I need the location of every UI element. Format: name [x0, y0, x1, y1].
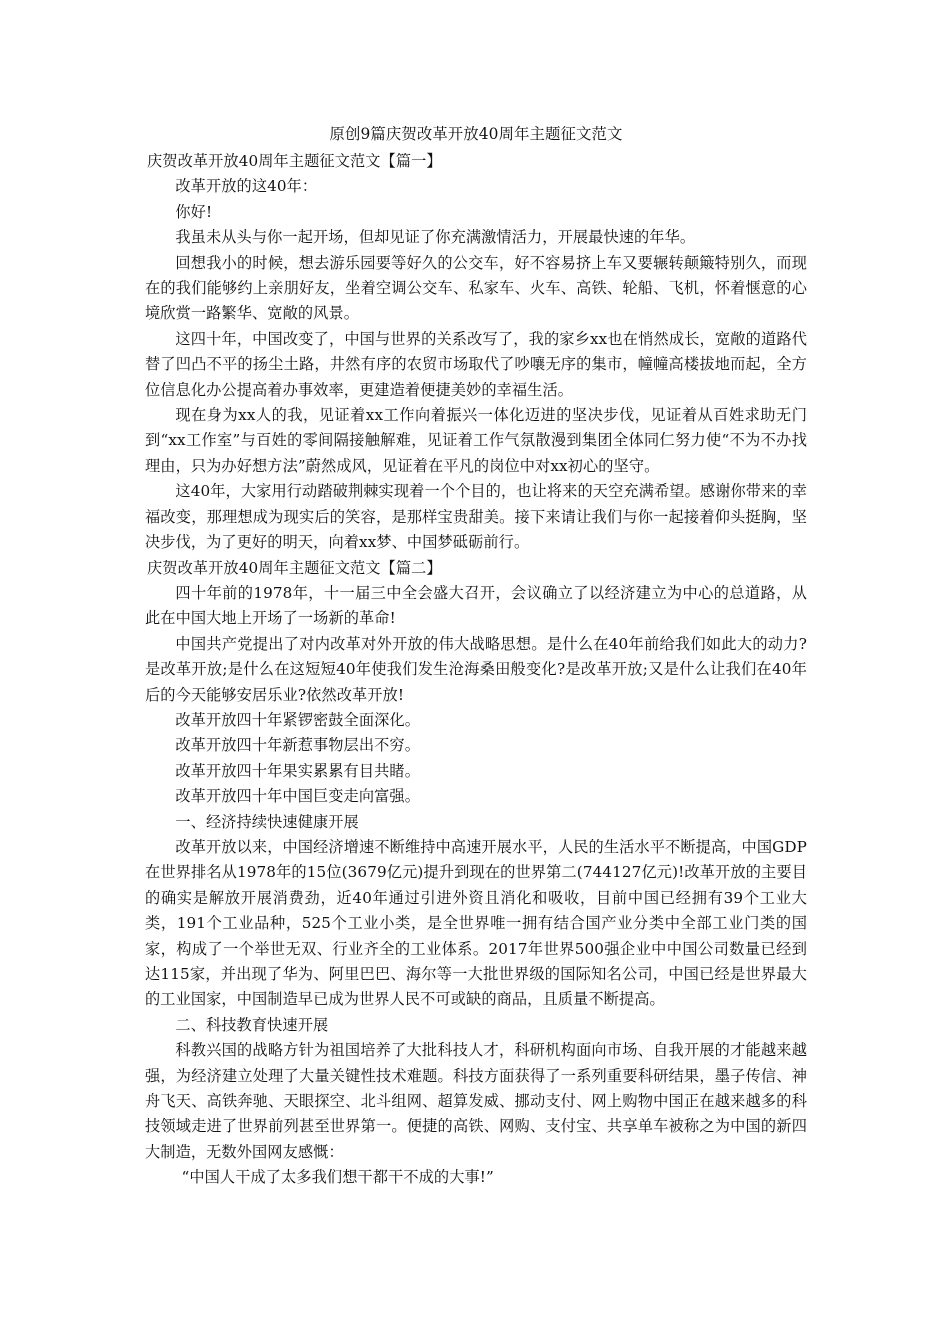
paragraph: 科教兴国的战略方针为祖国培养了大批科技人才，科研机构面向市场、自我开展的才能越来越强，为经济建立处理了大量关键性技术难题。科技方面获得了一系列重要科研结果，墨子传信、神舟飞天、高铁奔驰、天眼探空、北斗组网、超算发威、挪动支付、网上购物中国正在越来越多的科技领域走进了世界前列甚至世界第一。便捷的高铁、网购、支付宝、共享单车被称之为中国的新四大制造，无数外国网友感慨： [145, 1041, 807, 1161]
subheading: 一、经济持续快速健康开展 [175, 812, 359, 831]
paragraph: 我虽未从头与你一起开场，但却见证了你充满激情活力，开展最快速的年华。 [175, 228, 696, 247]
paragraph: 中国共产党提出了对内改革对外开放的伟大战略思想。是什么在40年前给我们如此大的动力?是改革开放;是什么在这短短40年使我们发生沧海桑田般变化?是改革开放;又是什么让我们在40年后的今天能够安居乐业?依然改革开放! [145, 634, 807, 704]
paragraph: 改革开放以来，中国经济增速不断维持中高速开展水平，人民的生活水平不断提高，中国GDP在世界排名从1978年的15位(3679亿元)提升到现在的世界第二(744127亿元)!改革开放的主要目的确实是解放开展消费劲，近40年通过引进外资且消化和吸收，目前中国已经拥有39个工业大类，191个工业品种，525个工业小类，是全世界唯一拥有结合国产业分类中全部工业门类的国家，构成了一个举世无双、行业齐全的工业体系。2017年世界500强企业中中国公司数量已经到达115家，并出现了华为、阿里巴巴、海尔等一大批世界级的国际知名公司，中国已经是世界最大的工业国家，中国制造早已成为世界人民不可或缺的商品，且质量不断提高。 [145, 837, 807, 1009]
document-title: 原创9篇庆贺改革开放40周年主题征文范文 [329, 125, 623, 143]
slogan-line: 改革开放四十年中国巨变走向富强。 [175, 787, 420, 806]
slogan-line: 改革开放四十年紧锣密鼓全面深化。 [175, 710, 420, 729]
document-body [145, 122, 807, 1191]
paragraph: 回想我小的时候，想去游乐园要等好久的公交车，好不容易挤上车又要辗转颠簸特别久，而现在的我们能够约上亲朋好友，坐着空调公交车、私家车、火车、高铁、轮船、飞机，怀着惬意的心境欣赏一路繁华、宽敞的风景。 [145, 253, 807, 323]
paragraph: 这四十年，中国改变了，中国与世界的关系改写了，我的家乡xx也在悄然成长，宽敞的道路代替了凹凸不平的扬尘土路，井然有序的农贸市场取代了吵嚷无序的集市，幢幢高楼拔地而起，全方位信息化办公提高着办事效率，更建造着便捷美妙的幸福生活。 [145, 329, 807, 399]
paragraph: 四十年前的1978年，十一届三中全会盛大召开，会议确立了以经济建立为中心的总道路，从此在中国大地上开场了一场新的革命! [145, 583, 807, 628]
section-heading-2: 庆贺改革开放40周年主题征文范文【篇二】 [147, 558, 442, 577]
section-heading-1: 庆贺改革开放40周年主题征文范文【篇一】 [147, 152, 442, 170]
slogan-line: 改革开放四十年新惹事物层出不穷。 [175, 736, 420, 755]
quote-line: “中国人干成了太多我们想干都干不成的大事!” [181, 1168, 494, 1187]
subheading: 二、科技教育快速开展 [175, 1015, 329, 1034]
salutation: 改革开放的这40年： [175, 177, 318, 196]
slogan-line: 改革开放四十年果实累累有目共睹。 [175, 761, 420, 780]
greeting: 你好! [175, 202, 213, 221]
paragraph: 这40年，大家用行动踏破荆棘实现着一个个目的，也让将来的天空充满希望。感谢你带来的幸福改变，那理想成为现实后的笑容，是那样宝贵甜美。接下来请让我们与你一起接着仰头挺胸，坚决步伐，为了更好的明天，向着xx梦、中国梦砥砺前行。 [145, 482, 807, 552]
paragraph: 现在身为xx人的我，见证着xx工作向着振兴一体化迈进的坚决步伐，见证着从百姓求助无门到“xx工作室”与百姓的零间隔接触解难，见证着工作气氛散漫到集团全体同仁努力使“不为不办找理由，只为办好想方法”蔚然成风，见证着在平凡的岗位中对xx初心的坚守。 [145, 406, 807, 475]
